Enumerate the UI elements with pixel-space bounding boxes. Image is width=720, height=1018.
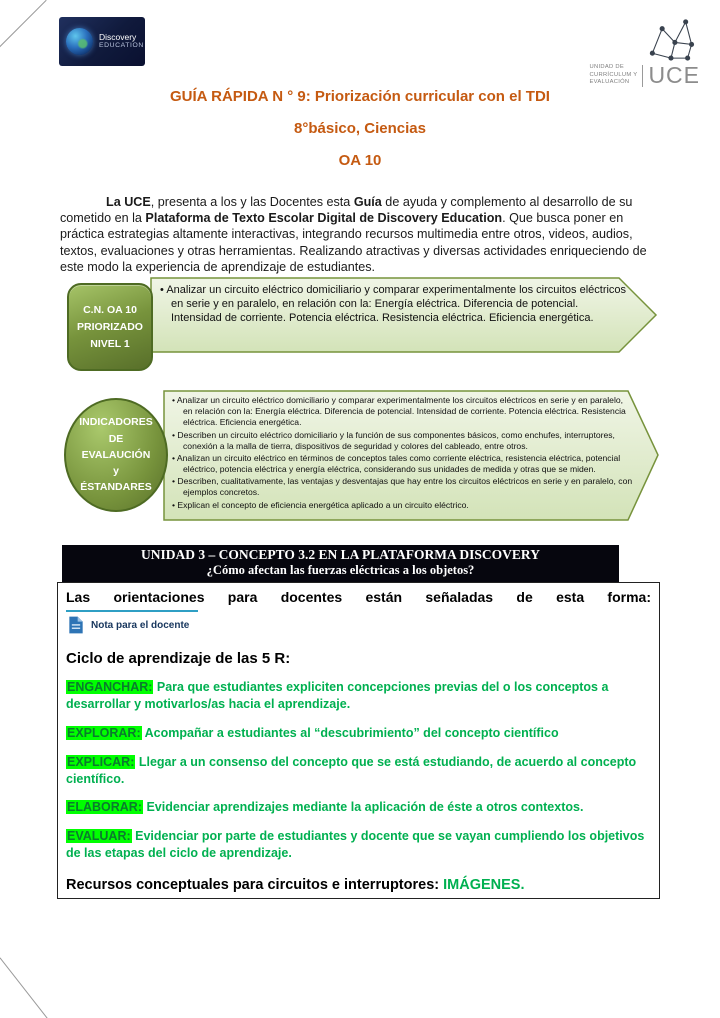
indicators-arrow-shape (163, 390, 660, 521)
discovery-logo-text (99, 33, 144, 51)
cycle-item-label: EXPLICAR: (67, 754, 135, 769)
scan-corner-mark-bottom-left (0, 957, 48, 1018)
uce-logo (584, 16, 700, 87)
indicators-badge (64, 398, 168, 512)
nota-docente-snippet (66, 610, 198, 635)
indicator-bullet: • Analizar un circuito eléctrico domiciliario y comparar experimentalmente los circuitos eléctricos en serie y en paralelo, en relación con la: Energía eléctrica. Diferencia de potencial. Intensidad de corriente. Potencia eléctrica. Resistencia eléctrica. Eficiencia energética. (172, 395, 634, 429)
page-title: GUÍA RÁPIDA N ° 9: Priorización curricular con el TDI (170, 88, 550, 105)
badge-line: ÉSTANDARES (80, 481, 152, 494)
intro-text-segment: , presenta a los y las Docentes esta (150, 194, 354, 209)
cycle-item-text: Para que estudiantes expliciten concepciones previas del o los conceptos a desarrollar y motivarlos/as hacia el aprendizaje. (66, 680, 609, 711)
cycle-item-text: Acompañar a estudiantes al “descubrimiento” del concepto científico (141, 725, 559, 740)
uce-unit-line2: CURRÍCULUM Y (589, 71, 638, 78)
unit-banner-question: ¿Cómo afectan las fuerzas eléctricas a los objetos? (206, 563, 475, 577)
cycle-item-enganchar (66, 679, 651, 713)
indicator-bullet: • Analizan un circuito eléctrico en términos de conceptos tales como corriente eléctrica, resistencia eléctrica, potencial eléctrico, potencia eléctrica y energía eléctrica, considerando sus unidades de medida y otras que se miden. (172, 453, 634, 475)
cycle-item-text: Llegar a un consenso del concepto que se está estudiando, de acuerdo al concepto científico. (66, 754, 637, 786)
discovery-education-logo (59, 17, 145, 66)
cycle-item-label: ENGANCHAR: (67, 680, 153, 694)
intro-text-segment: de ayuda y complemento al desarrollo de su cometido en la (60, 194, 633, 225)
cycle-item-label: ELABORAR: (67, 800, 142, 815)
uce-unit-line1: UNIDAD DE (589, 64, 625, 71)
badge-line: NIVEL 1 (90, 338, 130, 350)
uce-acronym: UCE (648, 62, 700, 88)
badge-line: INDICADORES (79, 416, 153, 429)
cycle-item-explorar (66, 725, 651, 742)
unit-banner-title: UNIDAD 3 – CONCEPTO 3.2 EN LA PLATAFORMA DISCOVERY (141, 547, 540, 562)
oa-arrow-shape (150, 277, 658, 353)
page-subtitle: 8°básico, Ciencias (294, 120, 426, 137)
oa-priorizado-badge (67, 283, 153, 371)
uce-network-icon (642, 16, 698, 63)
content-box (57, 582, 660, 899)
discovery-logo-line1: Discovery (99, 31, 137, 42)
page-oa-label: OA 10 (338, 152, 382, 169)
orientation-line: Las orientaciones para docentes están señaladas de esta forma: (66, 589, 651, 605)
uce-unit-name (589, 64, 637, 87)
intro-text-segment: . Que busca poner en práctica estrategias altamente interactivas, integrando recursos multimedia entre otros, videos, audios, textos, evaluaciones y otras herramientas. Realizando atractivas y diversas actividades enriqueciendo de este modo la experiencia de aprendizaje de estudiantes. (60, 210, 647, 275)
cycle-item-elaborar (66, 799, 651, 816)
scan-corner-mark-top-left (0, 0, 47, 47)
uce-unit-line3: EVALUACIÓN (589, 79, 630, 86)
indicator-bullet: • Describen, cualitativamente, las ventajas y desventajas que hay entre los circuitos eléctricos en serie y en paralelo, con ejemplos concretos. (172, 476, 634, 498)
uce-logo-text (589, 64, 700, 87)
badge-line: PRIORIZADO (77, 321, 143, 333)
uce-logo-divider (642, 65, 643, 87)
discovery-logo-line2: EDUCATION (99, 42, 144, 50)
indicator-bullet: • Explican el concepto de eficiencia energética aplicado a un circuito eléctrico. (172, 500, 634, 511)
badge-line: DE (108, 432, 124, 445)
cycle-item-text: Evidenciar por parte de estudiantes y docente que se vayan cumpliendo los objetivos de las etapas del ciclo de aprendizaje. (66, 829, 645, 861)
indicators-arrow-text (172, 395, 634, 511)
cycle-item-explicar (66, 754, 651, 788)
nota-docente-label: Nota para el docente (91, 619, 190, 631)
cycle-item-label: EXPLORAR: (67, 725, 141, 740)
globe-icon (66, 28, 93, 55)
badge-line: EVALAUCIÓN (81, 448, 151, 461)
indicator-bullet: • Describen un circuito eléctrico domiciliario y la función de sus componentes básicos, como enchufes, interruptores, conexión a la malla de tierra, dispositivos de seguridad y colores del cableado, entre otros. (172, 430, 634, 452)
nota-docente-icon (66, 615, 86, 635)
resources-text: Recursos conceptuales para circuitos e interruptores: (66, 877, 444, 893)
resources-line (66, 877, 651, 893)
intro-bold-uce: La UCE (106, 194, 151, 209)
cycle-title: Ciclo de aprendizaje de las 5 R: (66, 650, 291, 667)
cycle-item-text: Evidenciar aprendizajes mediante la aplicación de éste a otros contextos. (143, 800, 584, 815)
intro-bold-guia: Guía (353, 194, 382, 209)
intro-bold-plataforma: Plataforma de Texto Escolar Digital de Discovery Education (145, 210, 503, 225)
oa-bullet: • Analizar un circuito eléctrico domiciliario y comparar experimentalmente los circuitos eléctricos en serie y en paralelo, en relación con la: Energía eléctrica. Diferencia de potencial. Intensidad de corriente. Potencia eléctrica. Resistencia eléctrica. Eficiencia energética. (160, 284, 628, 326)
intro-paragraph (60, 194, 661, 276)
unit-banner (62, 545, 619, 582)
resources-highlight: IMÁGENES. (443, 877, 525, 893)
badge-line: C.N. OA 10 (83, 304, 137, 316)
oa-arrow-text (160, 284, 628, 326)
badge-line: y (113, 465, 119, 478)
cycle-item-evaluar (66, 828, 651, 862)
cycle-item-label: EVALUAR: (67, 829, 131, 844)
